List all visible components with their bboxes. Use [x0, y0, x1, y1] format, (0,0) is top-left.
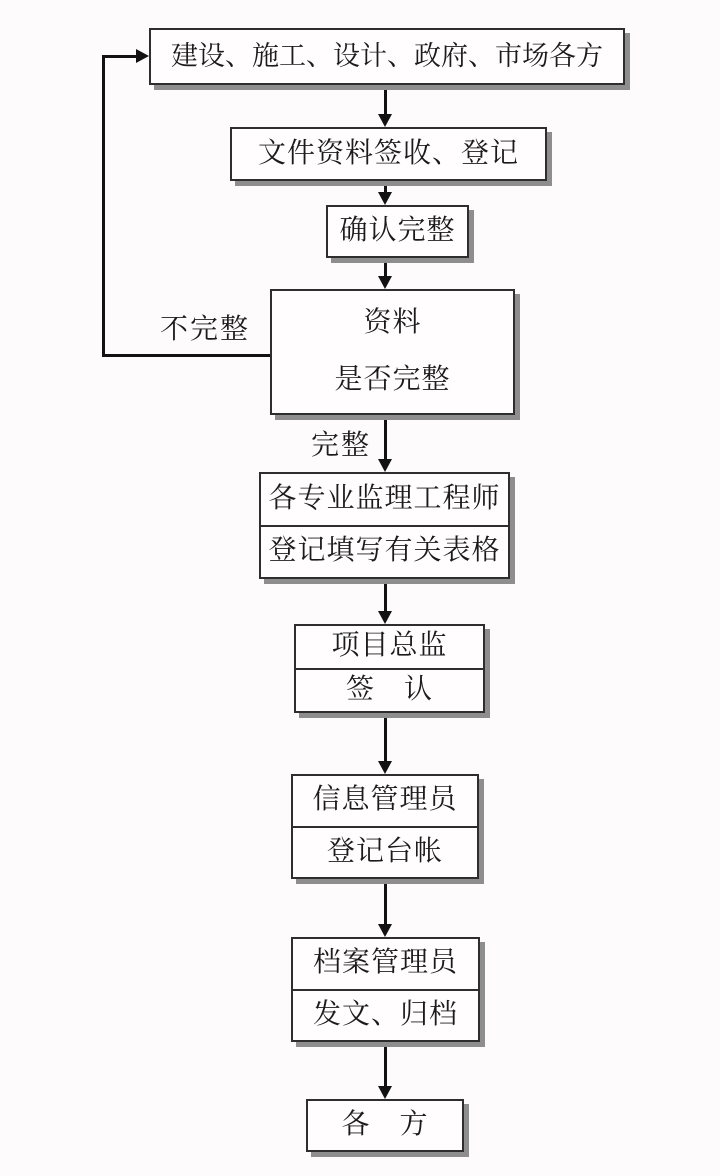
- node-archive-admin-box: [291, 937, 480, 1042]
- connector-decision-engineers: [384, 415, 387, 461]
- arrowhead-down-icon: [378, 924, 392, 937]
- feedback-line-vertical: [102, 55, 105, 357]
- node-all-parties-label: 各 方: [341, 1109, 429, 1141]
- node-project-director-action: 签 认: [345, 673, 433, 705]
- arrowhead-down-icon: [378, 114, 392, 127]
- arrowhead-down-icon: [378, 1086, 392, 1099]
- node-parties-label: 建设、施工、设计、政府、市场各方: [171, 40, 603, 71]
- node-all-parties-box: [306, 1099, 464, 1152]
- node-receive-register-label: 文件资料签收、登记: [257, 137, 519, 169]
- connector-director-infoadmin: [384, 713, 387, 763]
- connector-engineers-director: [384, 579, 387, 613]
- feedback-line-bottom: [102, 354, 270, 357]
- node-confirm-complete-label: 确认完整: [339, 215, 456, 247]
- arrowhead-down-icon: [378, 276, 392, 289]
- node-decision-line2: 是否完整: [334, 364, 451, 395]
- arrowhead-down-icon: [378, 761, 392, 774]
- edge-label-complete: 完整: [311, 430, 372, 461]
- node-supervision-engineers-box: [259, 472, 510, 579]
- node-parties-box: [149, 28, 625, 85]
- feedback-line-top: [102, 55, 136, 58]
- arrowhead-down-icon: [378, 192, 392, 205]
- connector-archive-allparties: [384, 1042, 387, 1088]
- arrowhead-down-icon: [378, 611, 392, 624]
- node-project-director-box: [294, 624, 485, 713]
- edge-label-incomplete: 不完整: [160, 314, 251, 345]
- node-archive-admin-action: 发文、归档: [312, 998, 458, 1030]
- arrowhead-right-icon: [136, 49, 149, 63]
- connector-parties-receive: [384, 85, 387, 116]
- node-archive-admin-role: 档案管理员: [293, 939, 478, 991]
- node-project-director-role: 项目总监: [296, 626, 483, 670]
- node-information-admin-box: [291, 774, 479, 879]
- node-information-admin-action: 登记台帐: [326, 835, 443, 867]
- node-decision-line1: 资料: [363, 307, 422, 339]
- node-supervision-engineers-action: 登记填写有关表格: [268, 535, 501, 567]
- node-receive-register-box: [230, 127, 547, 181]
- node-information-admin-role: 信息管理员: [293, 776, 477, 828]
- connector-infoadmin-archive: [384, 879, 387, 926]
- node-confirm-complete-box: [326, 205, 469, 258]
- node-decision-complete-box: [270, 289, 515, 415]
- node-supervision-engineers-role: 各专业监理工程师: [261, 474, 508, 527]
- connector-confirm-decision: [384, 258, 387, 278]
- arrowhead-down-icon: [378, 459, 392, 472]
